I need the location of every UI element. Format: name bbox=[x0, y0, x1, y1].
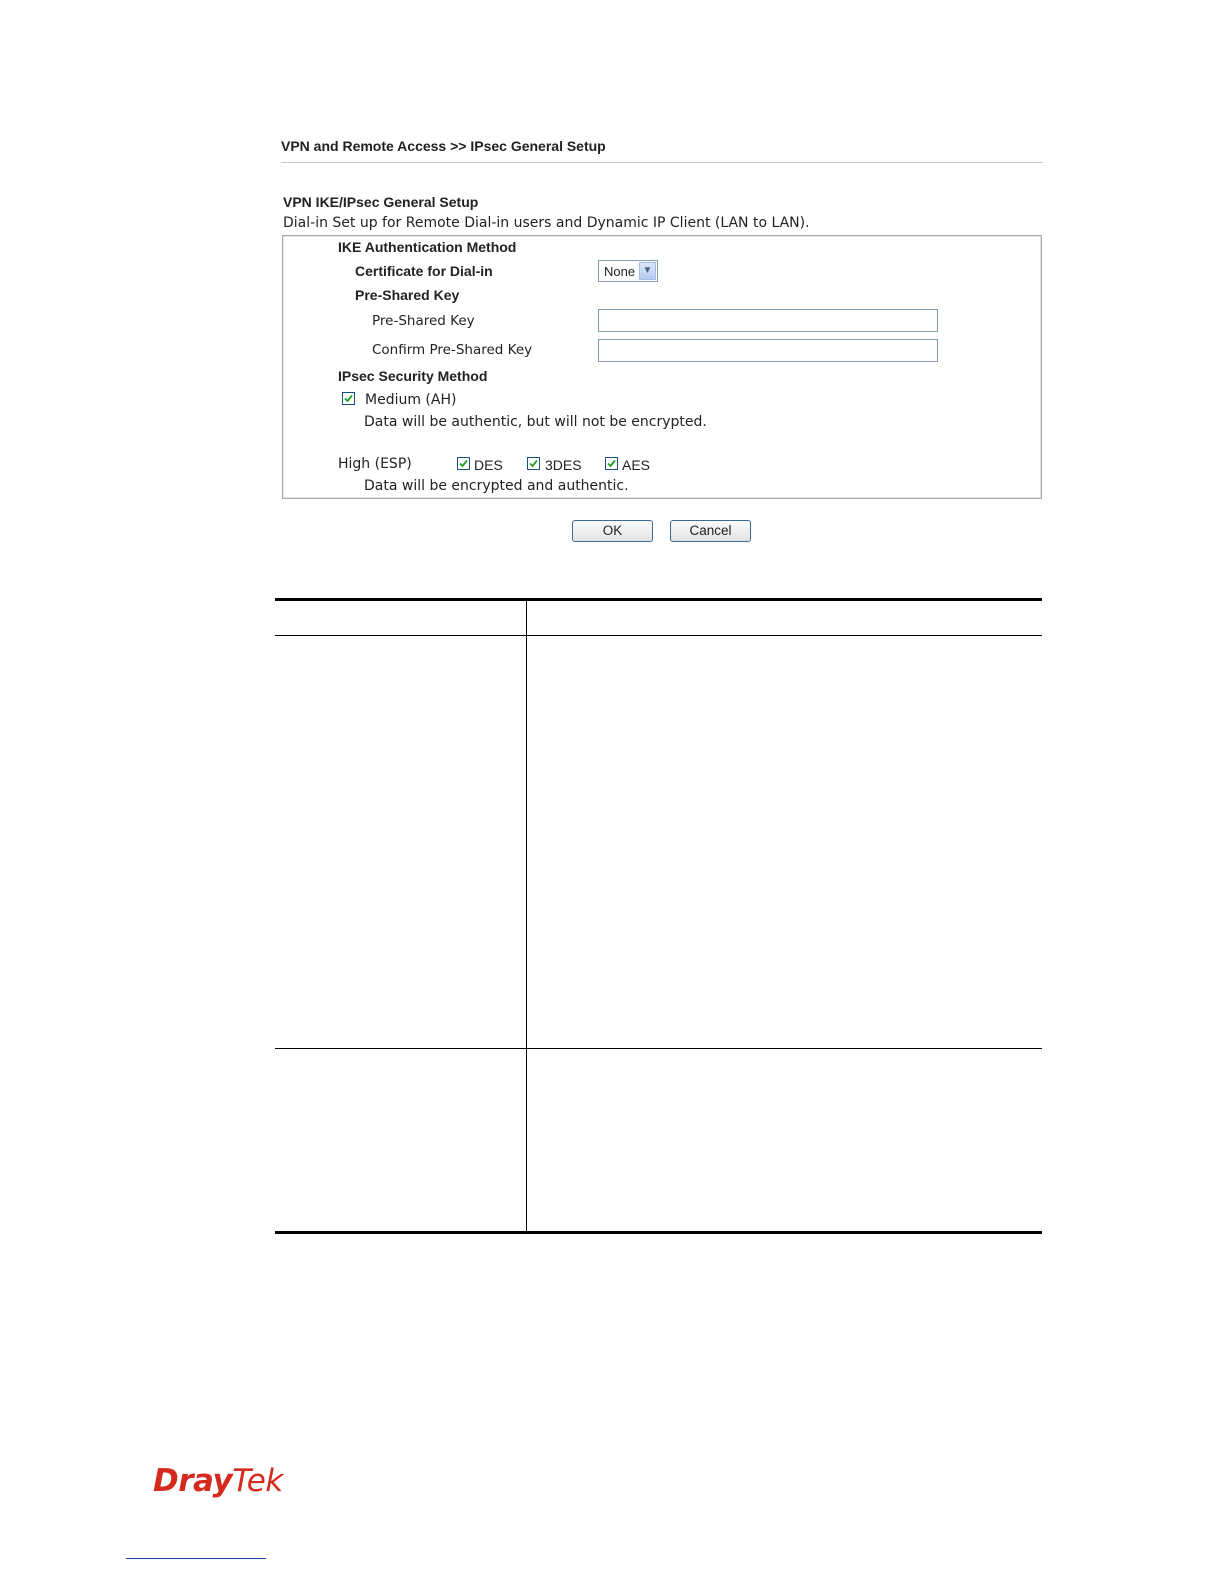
chevron-down-icon[interactable]: ▼ bbox=[639, 262, 656, 280]
certificate-label: Certificate for Dial-in bbox=[355, 263, 493, 279]
table-row-divider bbox=[275, 1048, 1042, 1049]
table-column-divider bbox=[526, 600, 527, 1232]
confirm-psk-label: Confirm Pre-Shared Key bbox=[372, 342, 533, 358]
ipsec-method-heading: IPsec Security Method bbox=[338, 368, 488, 384]
certificate-select-value: None bbox=[604, 264, 636, 279]
medium-ah-checkbox[interactable] bbox=[342, 392, 355, 405]
ike-auth-heading: IKE Authentication Method bbox=[338, 239, 517, 255]
cancel-button[interactable]: Cancel bbox=[670, 520, 751, 542]
high-esp-label: High (ESP) bbox=[338, 456, 412, 472]
3des-checkbox[interactable] bbox=[527, 457, 540, 470]
psk-label: Pre-Shared Key bbox=[372, 313, 475, 329]
des-checkbox[interactable] bbox=[457, 457, 470, 470]
3des-label: 3DES bbox=[545, 457, 582, 473]
aes-label: AES bbox=[622, 457, 651, 473]
medium-ah-label: Medium (AH) bbox=[365, 392, 457, 408]
psk-input[interactable] bbox=[598, 309, 938, 332]
table-top-border bbox=[275, 598, 1042, 601]
checkmark-icon bbox=[528, 458, 539, 469]
logo-dray: Dray bbox=[153, 1463, 233, 1499]
aes-checkbox[interactable] bbox=[605, 457, 618, 470]
medium-ah-description: Data will be authentic, but will not be encrypted. bbox=[364, 414, 707, 430]
section-title: VPN IKE/IPsec General Setup bbox=[283, 194, 479, 210]
table-header-divider bbox=[275, 635, 1042, 636]
header-divider bbox=[281, 162, 1043, 163]
confirm-psk-input[interactable] bbox=[598, 339, 938, 362]
logo-tek: Tek bbox=[232, 1463, 283, 1499]
draytek-logo bbox=[153, 1463, 283, 1499]
psk-heading: Pre-Shared Key bbox=[355, 287, 460, 303]
checkmark-icon bbox=[606, 458, 617, 469]
checkmark-icon bbox=[343, 393, 354, 404]
des-label: DES bbox=[474, 457, 503, 473]
high-esp-description: Data will be encrypted and authentic. bbox=[364, 478, 629, 494]
checkmark-icon bbox=[458, 458, 469, 469]
ok-button[interactable]: OK bbox=[572, 520, 653, 542]
breadcrumb: VPN and Remote Access >> IPsec General Setup bbox=[281, 138, 606, 154]
footer-link-line bbox=[126, 1558, 266, 1559]
section-description: Dial-in Set up for Remote Dial-in users and Dynamic IP Client (LAN to LAN). bbox=[283, 215, 810, 231]
table-bottom-border bbox=[275, 1231, 1042, 1234]
certificate-select[interactable] bbox=[598, 260, 658, 282]
